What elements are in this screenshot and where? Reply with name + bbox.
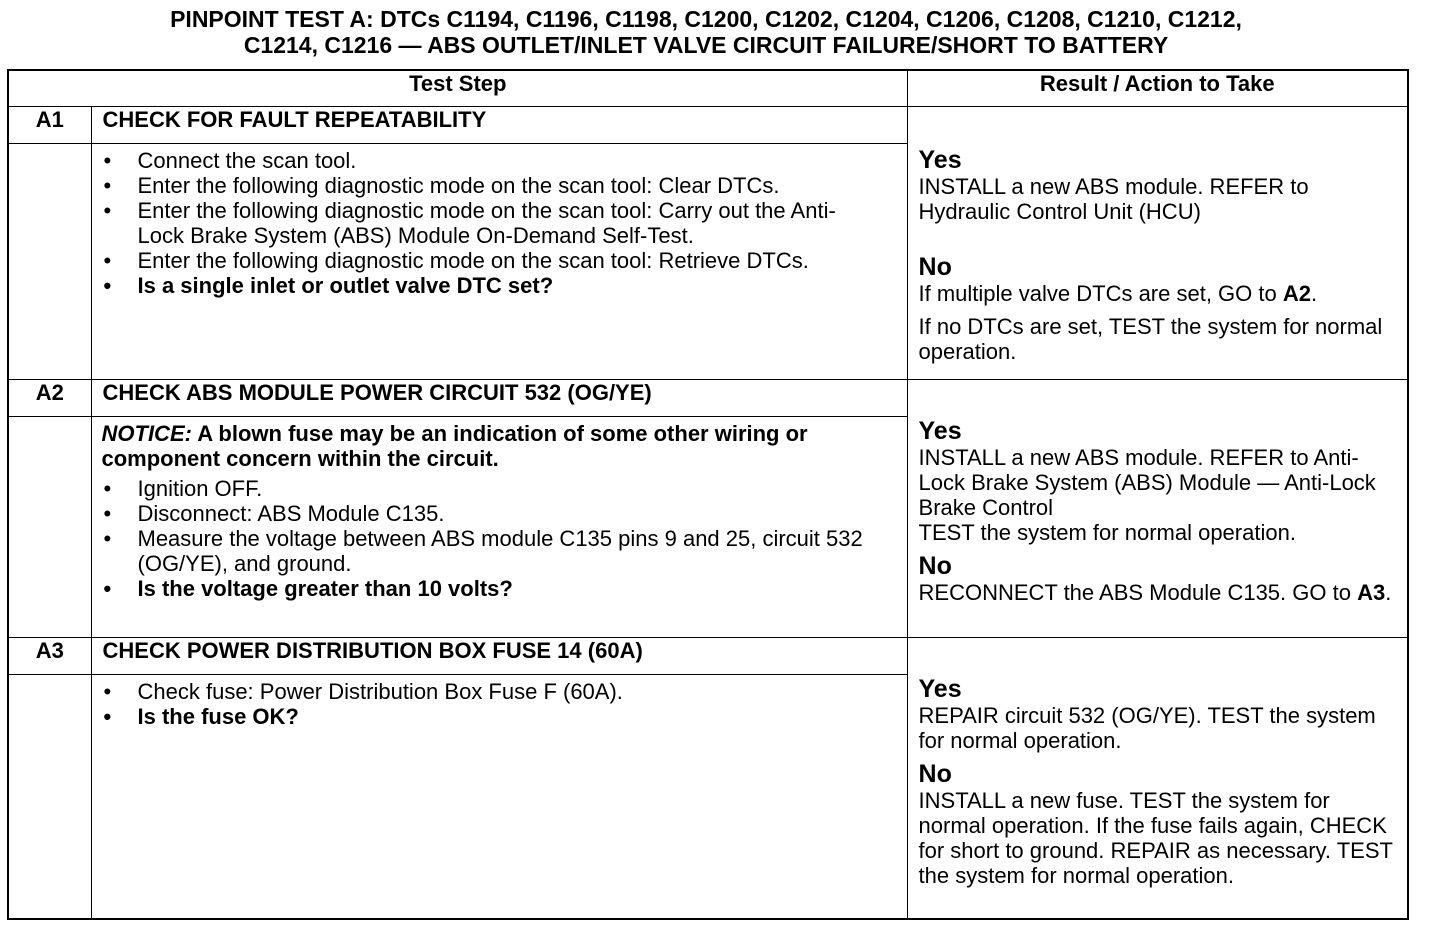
step-heading: CHECK ABS MODULE POWER CIRCUIT 532 (OG/YE) bbox=[91, 379, 907, 416]
step-id: A3 bbox=[8, 637, 91, 674]
no-label: No bbox=[918, 551, 952, 580]
step-bullets bbox=[102, 148, 877, 298]
list-item: • Enter the following diagnostic mode on the scan tool: Carry out the Anti-Lock Brake System (ABS) Module On-Demand Self-Test. bbox=[102, 198, 877, 248]
step-a3-heading-row bbox=[8, 637, 1408, 674]
yes-action: INSTALL a new ABS module. REFER to Anti-Lock Brake System (ABS) Module — Anti-Lock Brake Control bbox=[918, 444, 1376, 520]
list-item: • Check fuse: Power Distribution Box Fuse F (60A). bbox=[102, 679, 877, 704]
yes-label: Yes bbox=[918, 674, 962, 703]
title-line-1: PINPOINT TEST A: DTCs C1194, C1196, C1198, C1200, C1202, C1204, C1206, C1208, C1210, C1212, bbox=[170, 6, 1242, 32]
no-label: No bbox=[918, 252, 952, 281]
goto-step-link: A3 bbox=[1357, 579, 1386, 605]
header-test-step: Test Step bbox=[8, 70, 907, 106]
step-a3-body bbox=[91, 674, 907, 919]
step-a2-body bbox=[91, 416, 907, 637]
step-id: A2 bbox=[8, 379, 91, 416]
table-header-row bbox=[8, 70, 1408, 106]
step-id-spacer bbox=[8, 143, 91, 379]
list-item: • Enter the following diagnostic mode on the scan tool: Clear DTCs. bbox=[102, 173, 877, 198]
list-item: • Enter the following diagnostic mode on the scan tool: Retrieve DTCs. bbox=[102, 248, 877, 273]
no-action-2: If no DTCs are set, TEST the system for normal operation. bbox=[918, 313, 1383, 364]
list-item: • Connect the scan tool. bbox=[102, 148, 877, 173]
yes-action: REPAIR circuit 532 (OG/YE). TEST the system for normal operation. bbox=[918, 702, 1376, 753]
notice-label: NOTICE: bbox=[101, 420, 192, 446]
notice-text: NOTICE: A blown fuse may be an indication of some other wiring or component concern within the circuit. bbox=[101, 420, 808, 471]
step-a2-heading-row bbox=[8, 379, 1408, 416]
no-action: INSTALL a new fuse. TEST the system for normal operation. If the fuse fails again, CHECK for short to ground. REPAIR as necessary. TEST the system for normal operation. bbox=[918, 787, 1393, 888]
step-question: • Is the voltage greater than 10 volts? bbox=[102, 576, 877, 601]
step-id-spacer bbox=[8, 674, 91, 919]
yes-label: Yes bbox=[918, 416, 962, 445]
header-result-action: Result / Action to Take bbox=[907, 70, 1408, 106]
step-a1-result bbox=[907, 106, 1408, 379]
list-item: • Ignition OFF. bbox=[102, 476, 877, 501]
step-heading: CHECK POWER DISTRIBUTION BOX FUSE 14 (60A) bbox=[91, 637, 907, 674]
yes-action: INSTALL a new ABS module. REFER to Hydraulic Control Unit (HCU) bbox=[918, 173, 1309, 224]
step-a3-result bbox=[907, 637, 1408, 919]
page-title bbox=[0, 6, 1412, 58]
goto-step-link: A2 bbox=[1282, 280, 1311, 306]
list-item: • Disconnect: ABS Module C135. bbox=[102, 501, 877, 526]
no-action: RECONNECT the ABS Module C135. GO to A3. bbox=[918, 579, 1392, 605]
step-a1-heading-row bbox=[8, 106, 1408, 143]
step-id-spacer bbox=[8, 416, 91, 637]
step-bullets bbox=[102, 679, 877, 729]
pinpoint-test-table bbox=[7, 69, 1409, 920]
step-bullets bbox=[102, 476, 877, 601]
step-a2-result bbox=[907, 379, 1408, 637]
step-question: • Is a single inlet or outlet valve DTC set? bbox=[102, 273, 877, 298]
step-question: • Is the fuse OK? bbox=[102, 704, 877, 729]
yes-label: Yes bbox=[918, 145, 962, 174]
step-id: A1 bbox=[8, 106, 91, 143]
no-label: No bbox=[918, 759, 952, 788]
title-line-2: C1214, C1216 — ABS OUTLET/INLET VALVE CIRCUIT FAILURE/SHORT TO BATTERY bbox=[243, 32, 1169, 58]
yes-action-2: TEST the system for normal operation. bbox=[918, 519, 1296, 545]
list-item: • Measure the voltage between ABS module C135 pins 9 and 25, circuit 532 (OG/YE), and ground. bbox=[102, 526, 877, 576]
step-heading: CHECK FOR FAULT REPEATABILITY bbox=[91, 106, 907, 143]
no-action: If multiple valve DTCs are set, GO to A2. bbox=[918, 280, 1318, 306]
step-a1-body bbox=[91, 143, 907, 379]
